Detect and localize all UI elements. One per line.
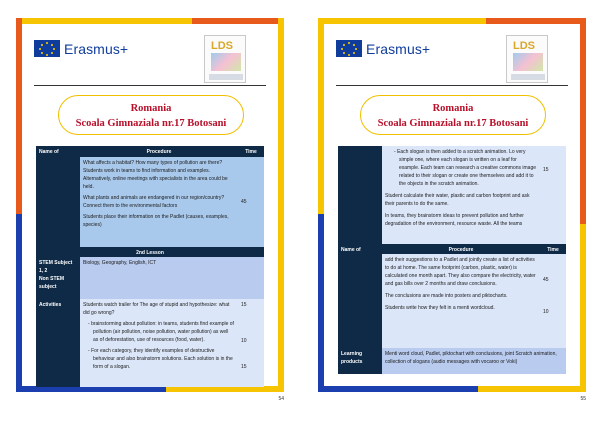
header-procedure: Procedure (80, 146, 238, 157)
activities-time (238, 299, 264, 387)
activities-procedure (80, 299, 238, 387)
time-value: 10 (241, 338, 247, 344)
lesson-row (36, 247, 264, 257)
eu-flag-icon (34, 40, 60, 57)
page-54 (16, 18, 284, 402)
procedure-bullet: - Each slogan is then added to a scratch animation. Lo very simple one, where each slogan is written on a leaf for example. Each team can research a creative commons image related to their slogan or create one themselves and add it to the objects in the scratch animation. (394, 149, 537, 187)
lds-art-icon (211, 53, 241, 71)
lds-logo (204, 35, 246, 83)
procedure-text: add their suggestions to a Padlet and jointly create a list of activities to do at home. The same footprint (carbon, plastic, water) is calculated one month apart. They also compare the electricity, water and gas bills over 2 months and draw conclusions. (385, 257, 536, 287)
border-bottom-blue (318, 386, 478, 392)
procedure-text: What plants and animals are endangered in our region/country? Connect them to the environmental factors (83, 195, 225, 209)
border-right-yellow (580, 224, 586, 392)
header-divider (336, 85, 568, 86)
time-cell-empty (238, 257, 264, 299)
time-cell (540, 254, 566, 348)
lds-label: LDS (211, 40, 233, 52)
lds-logo (506, 35, 548, 83)
country-title: Romania (130, 103, 172, 114)
page-55 (318, 18, 586, 402)
erasmus-logo (336, 40, 430, 57)
school-title-box (360, 95, 546, 135)
table-row (338, 254, 566, 348)
procedure-text: The conclusions are made into posters and piktocharts. (385, 293, 508, 299)
activities-bullet: - brainstorming about pollution: in teams, students find example of pollution (air pollution, noise pollution, water pollution) as well as of deforestation, use of resources (food, water). (88, 321, 234, 343)
page-number: 55 (580, 396, 586, 402)
activities-intro: Students watch trailer for The age of stupid and hypothesize: what did go wrong? (83, 302, 230, 316)
border-bottom-yellow (478, 386, 586, 392)
border-top-yellow (16, 18, 192, 24)
stem-label: STEM Subject 1, 2 Non STEM subject (36, 257, 80, 299)
products-text: Menti word cloud, Padlet, piktochart with conclusions, joint Scratch animation, collection of slogans (audio messages with vocaroo or Voki) (382, 348, 566, 374)
header-time: Time (540, 244, 566, 254)
activities-label: Activities (36, 299, 80, 387)
stem-subjects: Biology, Geography, English, ICT (80, 257, 238, 299)
time-cell (238, 157, 264, 247)
products-label: Learning products (338, 348, 382, 374)
erasmus-label: Erasmus+ (366, 40, 431, 57)
header-procedure: Procedure (382, 244, 540, 254)
header-name: Name of (36, 146, 80, 157)
time-value: 15 (543, 167, 549, 173)
time-value: 45 (241, 199, 247, 205)
border-right-orange (580, 18, 586, 224)
procedure-text: In teams, they brainstorm ideas to prevent pollution and further degradation of the environment, resource waste. All the teams (385, 213, 524, 227)
time-value: 45 (543, 277, 549, 283)
procedure-text: What affects a habitat? How many types of pollution are there? Students work in teams to find information and examples. Alternatively, online meetings with specialists in the area could be held. (83, 160, 228, 190)
procedure-text: Student calculate their water, plastic and carbon footprint and ask their parents to do the same. (385, 193, 530, 207)
eu-flag-icon (336, 40, 362, 57)
procedure-text: Students place their information on the Padlet (causes, examples, species) (83, 214, 229, 228)
border-left-blue (16, 214, 22, 392)
time-value: 15 (241, 302, 247, 308)
table-header-row (338, 244, 566, 254)
table-row (338, 146, 566, 244)
activity-table-left (36, 146, 264, 386)
border-left-orange (16, 18, 22, 214)
lesson-label: 2nd Lesson (36, 247, 264, 257)
table-row (36, 299, 264, 387)
procedure-cell (382, 146, 540, 244)
activities-bullet: - For each category, they identify examples of destructive behaviour and also brainstorm solutions. Each solution is in the form of a slogan. (88, 348, 233, 370)
table-row (338, 348, 566, 374)
name-cell-empty (36, 157, 80, 247)
border-top-yellow (318, 18, 486, 24)
header-name: Name of (338, 244, 382, 254)
erasmus-logo (34, 40, 128, 57)
time-value: 10 (543, 309, 549, 315)
time-cell (540, 146, 566, 244)
school-title: Scoala Gimnaziala nr.17 Botosani (75, 118, 227, 129)
school-title-box (58, 95, 244, 135)
page-number: 54 (278, 396, 284, 402)
activity-table-right (338, 146, 566, 386)
lds-strip (209, 74, 243, 80)
country-title: Romania (432, 103, 474, 114)
lds-art-icon (513, 53, 543, 71)
school-title: Scoala Gimnaziala nr.17 Botosani (377, 118, 529, 129)
border-left-yellow (318, 18, 324, 214)
lds-strip (511, 74, 545, 80)
header-divider (34, 85, 266, 86)
lds-label: LDS (513, 40, 535, 52)
table-header-row (36, 146, 264, 157)
erasmus-label: Erasmus+ (64, 40, 129, 57)
border-right-yellow (278, 18, 284, 392)
procedure-text: Students write how they felt in a menti wordcloud. (385, 305, 495, 311)
border-left-blue (318, 214, 324, 392)
border-top-orange (192, 18, 284, 24)
border-top-orange (486, 18, 586, 24)
name-cell-empty (338, 254, 382, 348)
procedure-cell (80, 157, 238, 247)
name-cell-empty (338, 146, 382, 244)
procedure-cell (382, 254, 540, 348)
header-time: Time (238, 146, 264, 157)
time-value: 15 (241, 364, 247, 370)
table-row (36, 157, 264, 247)
table-row (36, 257, 264, 299)
